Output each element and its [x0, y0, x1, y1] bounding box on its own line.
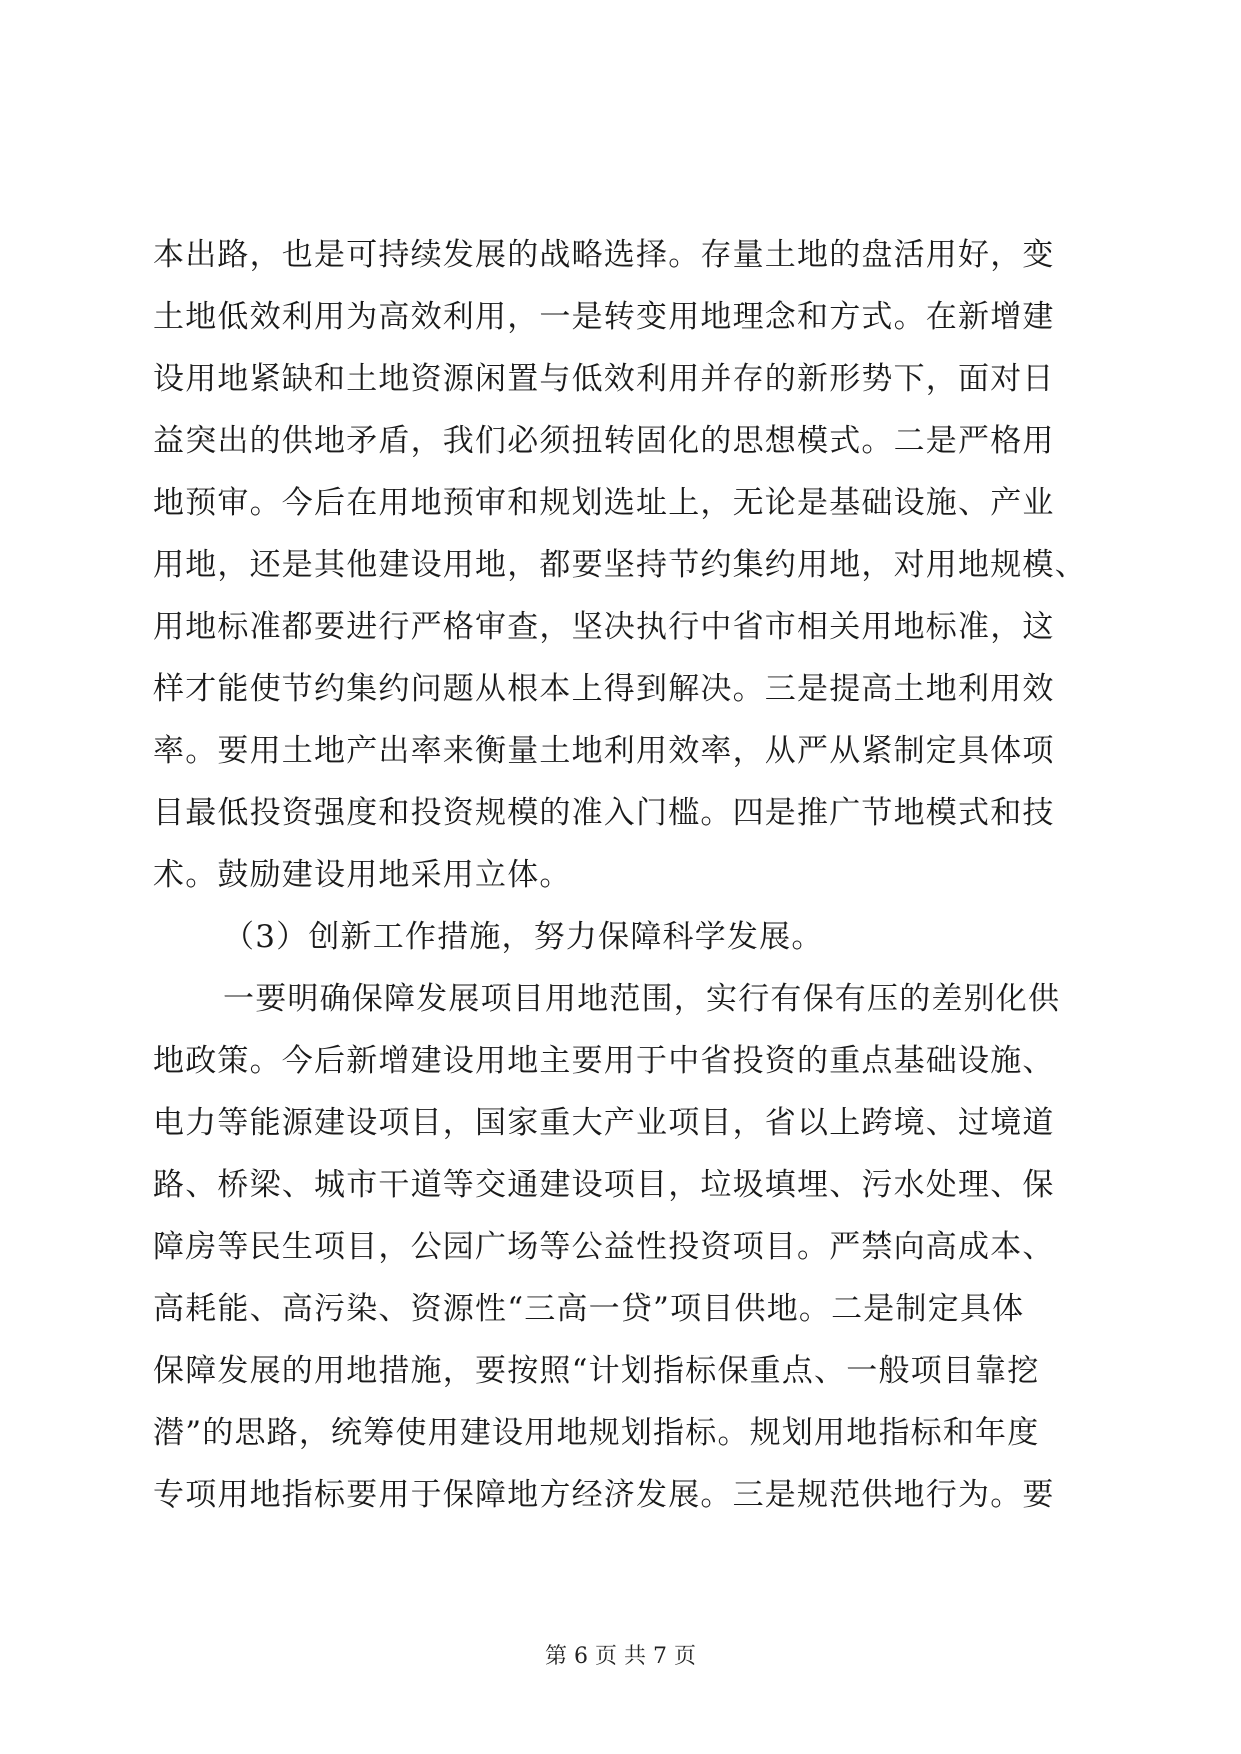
text-line: 率。要用土地产出率来衡量土地利用效率，从严从紧制定具体项	[153, 733, 1055, 769]
text-line: 地预审。今后在用地预审和规划选址上，无论是基础设施、产业	[153, 485, 1055, 521]
paragraph-first-line: 一要明确保障发展项目用地范围，实行有保有压的差别化供	[223, 981, 1061, 1017]
text-line: 电力等能源建设项目，国家重大产业项目，省以上跨境、过境道	[153, 1105, 1055, 1141]
text-line: 样才能使节约集约问题从根本上得到解决。三是提高土地利用效	[153, 671, 1055, 707]
text-line: 术。鼓励建设用地采用立体。	[153, 857, 572, 893]
text-line: 用地标准都要进行严格审查，坚决执行中省市相关用地标准，这	[153, 609, 1055, 645]
text-line: 地政策。今后新增建设用地主要用于中省投资的重点基础设施、	[153, 1043, 1055, 1079]
text-line: 障房等民生项目，公园广场等公益性投资项目。严禁向高成本、	[153, 1229, 1055, 1265]
text-line: 高耗能、高污染、资源性“三高一贷”项目供地。二是制定具体	[153, 1291, 1025, 1327]
text-line: 本出路，也是可持续发展的战略选择。存量土地的盘活用好，变	[153, 237, 1055, 273]
text-line: 土地低效利用为高效利用，一是转变用地理念和方式。在新增建	[153, 299, 1055, 335]
text-line: 潜”的思路，统筹使用建设用地规划指标。规划用地指标和年度	[153, 1415, 1040, 1451]
section-heading: （3）创新工作措施，努力保障科学发展。	[223, 919, 824, 955]
text-line: 目最低投资强度和投资规模的准入门槛。四是推广节地模式和技	[153, 795, 1055, 831]
page-number-footer: 第 6 页 共 7 页	[545, 1644, 696, 1669]
text-line: 专项用地指标要用于保障地方经济发展。三是规范供地行为。要	[153, 1477, 1055, 1513]
text-line: 设用地紧缺和土地资源闲置与低效利用并存的新形势下，面对日	[153, 361, 1055, 397]
document-body	[153, 224, 1087, 1526]
text-line: 路、桥梁、城市干道等交通建设项目，垃圾填埋、污水处理、保	[153, 1167, 1055, 1203]
text-line: 保障发展的用地措施，要按照“计划指标保重点、一般项目靠挖	[153, 1353, 1040, 1389]
text-line: 益突出的供地矛盾，我们必须扭转固化的思想模式。二是严格用	[153, 423, 1055, 459]
text-line: 用地，还是其他建设用地，都要坚持节约集约用地，对用地规模、	[153, 547, 1087, 583]
